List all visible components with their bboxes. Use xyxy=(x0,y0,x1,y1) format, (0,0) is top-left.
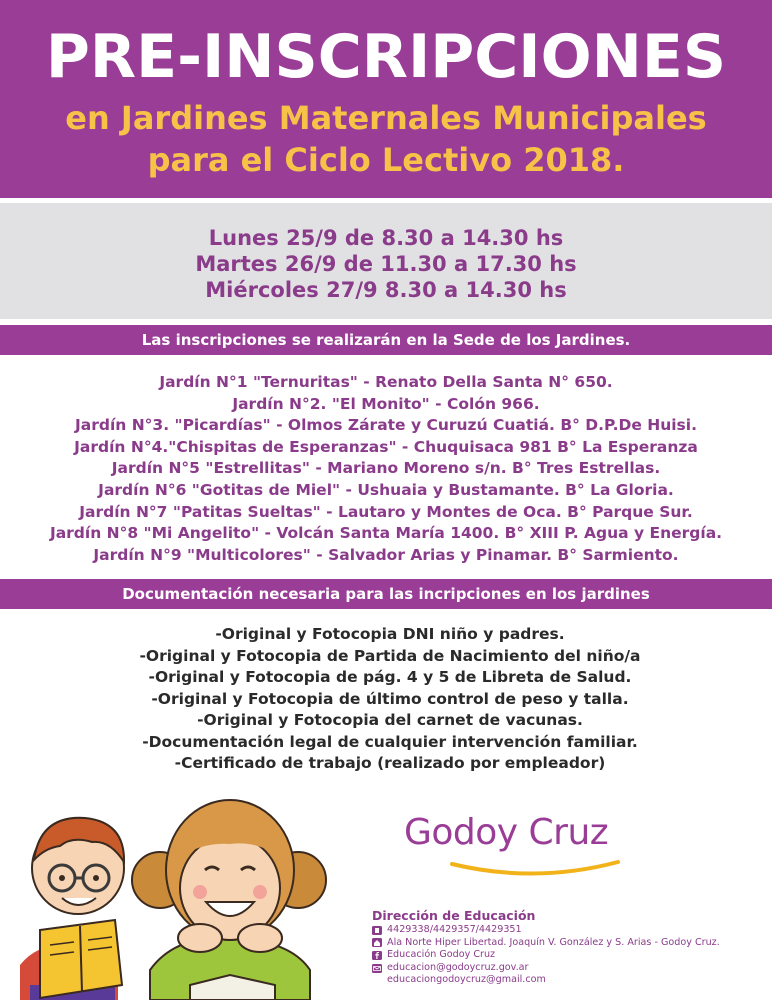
doc-item: -Original y Fotocopia DNI niño y padres. xyxy=(215,625,565,643)
page-title: PRE-INSCRIPCIONES xyxy=(45,22,727,92)
contact-block xyxy=(372,908,762,985)
garden-item: Jardín N°8 "Mi Angelito" - Volcán Santa María 1400. B° XIII P. Agua y Energía. xyxy=(49,524,723,543)
doc-item: -Original y Fotocopia de pág. 4 y 5 de Libreta de Salud. xyxy=(148,668,632,686)
garden-item: Jardín N°6 "Gotitas de Miel" - Ushuaia y Bustamante. B° La Gloria. xyxy=(98,480,674,499)
contact-heading: Dirección de Educación xyxy=(372,908,536,923)
contact-address xyxy=(372,937,762,950)
subtitle-line-2: para el Ciclo Lectivo 2018. xyxy=(147,141,625,179)
header-banner xyxy=(0,0,772,198)
schedule-wednesday: Miércoles 27/9 8.30 a 14.30 hs xyxy=(205,278,567,302)
contact-address-text: Ala Norte Hiper Libertad. Joaquín V. González y S. Arias - Godoy Cruz. xyxy=(387,936,720,948)
garden-item: Jardín N°7 "Patitas Sueltas" - Lautaro y Montes de Oca. B° Parque Sur. xyxy=(79,502,693,521)
contact-facebook-text: Educación Godoy Cruz xyxy=(387,949,496,961)
phone-icon xyxy=(372,926,382,935)
docs-heading: Documentación necesaria para las incripciones en los jardines xyxy=(0,579,772,609)
garden-item: Jardín N°1 "Ternuritas" - Renato Della Santa N° 650. xyxy=(159,373,613,391)
garden-item: Jardín N°2. "El Monito" - Colón 966. xyxy=(232,394,540,413)
logo-name: Godoy Cruz xyxy=(404,812,609,853)
schedule-box xyxy=(0,203,772,319)
gardens-list xyxy=(0,372,772,566)
children-illustration xyxy=(0,770,330,1000)
doc-item: -Certificado de trabajo (realizado por empleador) xyxy=(174,754,606,772)
contact-email2-text[interactable]: educaciongodoycruz@gmail.com xyxy=(387,974,546,986)
girl-figure xyxy=(132,800,326,1000)
contact-phone xyxy=(372,924,762,937)
schedule-monday: Lunes 25/9 de 8.30 a 14.30 hs xyxy=(208,226,564,250)
contact-email xyxy=(372,962,762,975)
contact-email1-text[interactable]: educacion@godoycruz.gov.ar xyxy=(387,961,529,973)
contact-facebook xyxy=(372,949,762,962)
doc-item: -Original y Fotocopia del carnet de vacunas. xyxy=(197,711,583,729)
garden-item: Jardín N°4."Chispitas de Esperanzas" - Chuquisaca 981 B° La Esperanza xyxy=(74,437,698,456)
docs-list xyxy=(60,624,720,775)
garden-item: Jardín N°5 "Estrellitas" - Mariano Moreno s/n. B° Tres Estrellas. xyxy=(111,459,661,478)
doc-item: -Original y Fotocopia de Partida de Nacimiento del niño/a xyxy=(139,646,641,665)
garden-item: Jardín N°3. "Picardías" - Olmos Zárate y Curuzú Cuatiá. B° D.P.De Huisi. xyxy=(75,416,697,435)
godoy-cruz-logo xyxy=(400,812,670,882)
smile-swoosh-icon xyxy=(450,860,620,880)
schedule-tuesday: Martes 26/9 de 11.30 a 17.30 hs xyxy=(195,252,577,276)
garden-item: Jardín N°9 "Multicolores" - Salvador Arias y Pinamar. B° Sarmiento. xyxy=(93,545,679,564)
home-icon xyxy=(372,938,382,947)
doc-item: -Documentación legal de cualquier intervención familiar. xyxy=(142,732,638,751)
mail-icon xyxy=(372,964,382,973)
boy-figure xyxy=(20,818,124,1000)
gardens-heading: Las inscripciones se realizarán en la Sede de los Jardines. xyxy=(0,325,772,355)
facebook-icon xyxy=(372,951,382,960)
doc-item: -Original y Fotocopia de último control de peso y talla. xyxy=(151,689,629,708)
subtitle-line-1: en Jardines Maternales Municipales xyxy=(65,99,707,137)
contact-phone-text: 4429338/4429357/4429351 xyxy=(387,924,522,935)
